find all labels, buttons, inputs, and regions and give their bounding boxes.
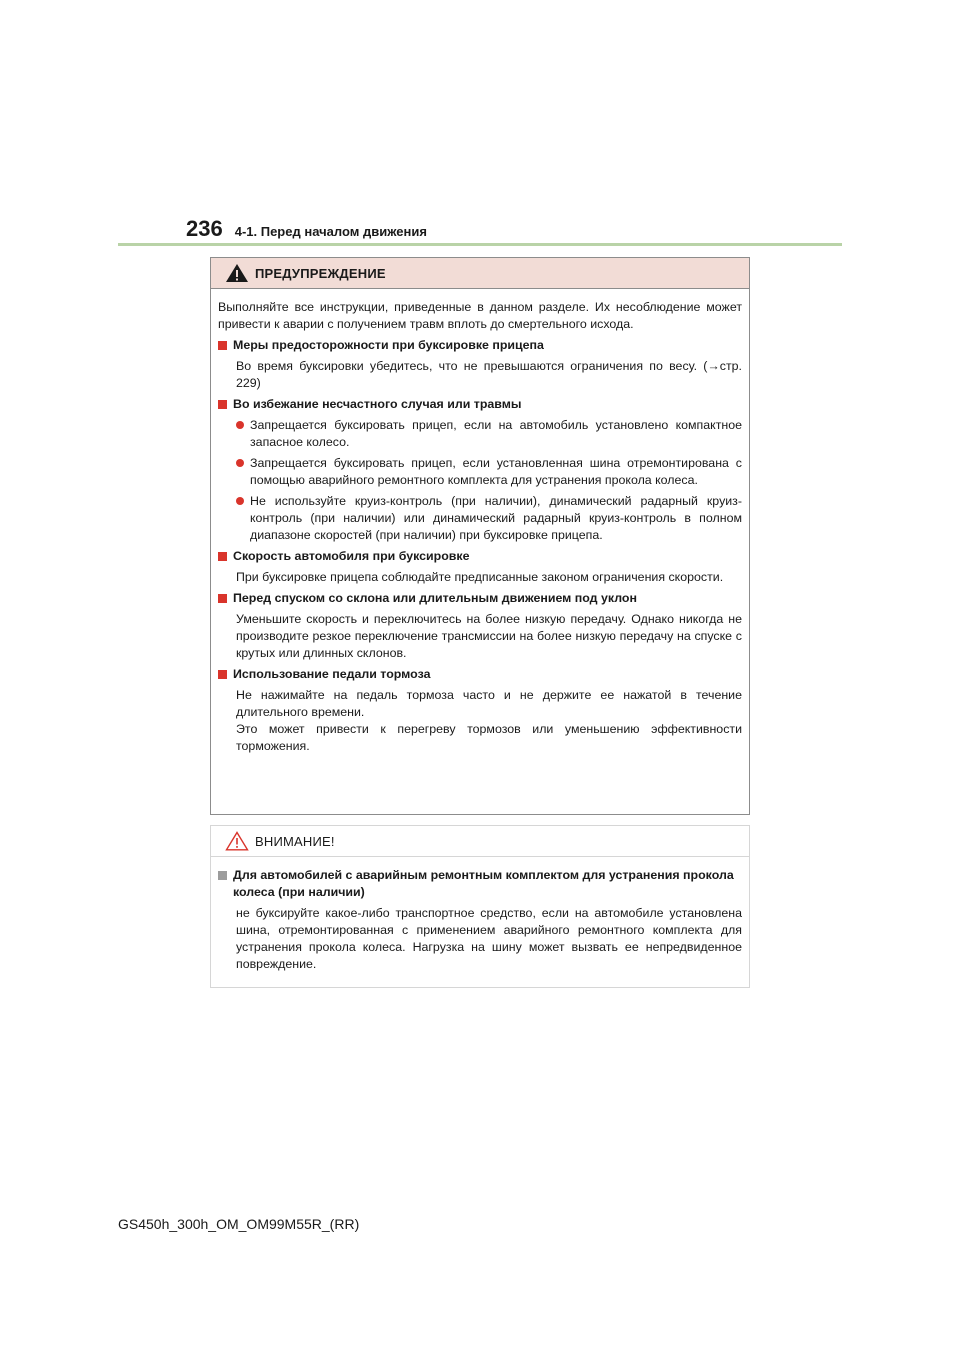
square-bullet-icon (218, 552, 227, 561)
page-number: 236 (186, 216, 223, 241)
list-item (236, 493, 742, 544)
heading-text: Для автомобилей с аварийным ремонтным комплектом для устранения прокола колеса (при наличии) (233, 868, 734, 899)
warning-body (211, 289, 749, 755)
warning-section-heading (218, 590, 742, 607)
warning-section-heading (218, 396, 742, 413)
list-item (236, 417, 742, 451)
warning-section-heading (218, 548, 742, 565)
footer-code: GS450h_300h_OM_OM99M55R_(RR) (118, 1216, 360, 1232)
dot-bullet-icon (236, 421, 244, 429)
warning-section-text: При буксировке прицепа соблюдайте предписанные законом ограничения скорости. (236, 570, 724, 584)
square-bullet-icon (218, 871, 227, 880)
warning-title: ПРЕДУПРЕЖДЕНИЕ (255, 265, 386, 281)
warning-section-heading (218, 337, 742, 354)
heading-text: Меры предосторожности при буксировке прицепа (233, 338, 544, 352)
caution-header (211, 826, 749, 857)
warning-section-text: Уменьшите скорость и переключитесь на более низкую передачу. Однако никогда не производите резкое переключение трансмиссии на более низкую передачу на спуске с крутых или длинных склонов. (236, 612, 742, 660)
heading-text: Перед спуском со склона или длительным движением под уклон (233, 591, 637, 605)
warning-triangle-icon (225, 263, 249, 283)
list-item-text: Запрещается буксировать прицеп, если на автомобиль установлено компактное запасное колесо. (250, 418, 742, 449)
square-bullet-icon (218, 670, 227, 679)
warning-section-text: Не нажимайте на педаль тормоза часто и не держите ее нажатой в течение длительного времени. (236, 688, 742, 719)
list-item-text: Не используйте круиз-контроль (при наличии), динамический радарный круиз-контроль (при наличии) или динамический радарный круиз-контроль в полном диапазоне скоростей (при наличии) при буксировке прицепа. (250, 494, 742, 542)
caution-box (210, 825, 750, 988)
warning-box (210, 257, 750, 815)
heading-text: Во избежание несчастного случая или травмы (233, 397, 522, 411)
header-rule (118, 243, 842, 246)
caution-title: ВНИМАНИЕ! (255, 833, 335, 849)
warning-section-text: Во время буксировки убедитесь, что не превышаются ограничения по весу. (→стр. 229) (236, 359, 742, 390)
warning-intro: Выполняйте все инструкции, приведенные в данном разделе. Их несоблюдение может привести к аварии с получением травм вплоть до смертельного исхода. (218, 300, 742, 331)
heading-text: Использование педали тормоза (233, 667, 431, 681)
section-title: 4-1. Перед началом движения (234, 224, 427, 239)
warning-section-text: Это может привести к перегреву тормозов или уменьшению эффективности торможения. (236, 722, 742, 753)
list-item-text: Запрещается буксировать прицеп, если установленная шина отремонтирована с помощью аварийного ремонтного комплекта для устранения прокола колеса. (250, 456, 742, 487)
square-bullet-icon (218, 341, 227, 350)
caution-body (211, 857, 749, 973)
list-item (236, 455, 742, 489)
page-header (186, 216, 427, 242)
dot-bullet-icon (236, 459, 244, 467)
caution-triangle-icon (225, 831, 249, 851)
warning-header (211, 258, 749, 289)
warning-section-heading (218, 666, 742, 683)
caution-section-text: не буксируйте какое-либо транспортное средство, если на автомобиле установлена шина, отремонтированная с применением аварийного ремонтного комплекта для устранения прокола колеса. Нагрузка на шину может вызвать ее непредвиденное повреждение. (236, 906, 742, 971)
square-bullet-icon (218, 400, 227, 409)
heading-text: Скорость автомобиля при буксировке (233, 549, 470, 563)
caution-section-heading (218, 867, 742, 901)
dot-bullet-icon (236, 497, 244, 505)
square-bullet-icon (218, 594, 227, 603)
